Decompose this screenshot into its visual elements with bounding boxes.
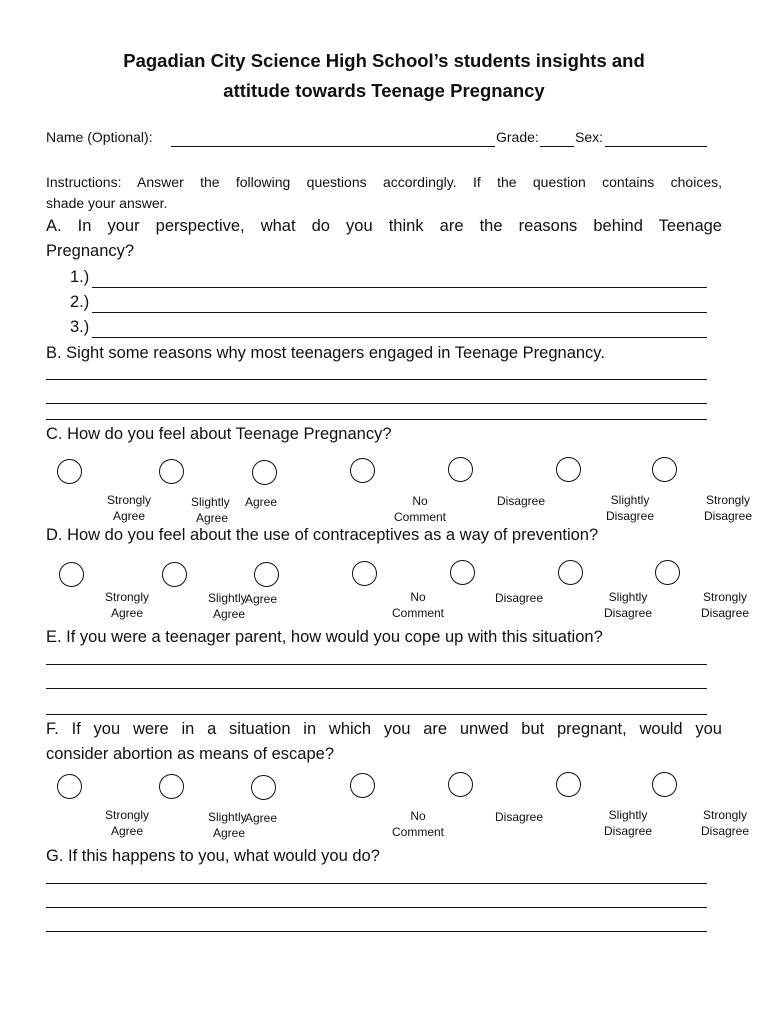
answer-b-line-3[interactable] [46,419,707,420]
option-d-strongly-agree[interactable] [59,562,84,587]
option-c-strongly-agree[interactable] [57,459,82,484]
answer-a-2-line[interactable] [92,312,707,313]
label-slightly-agree: Slightly Agree [208,591,247,621]
grade-label: Grade: [496,129,539,145]
question-a: A. In your perspective, what do you think are the reasons behind Teenage [46,217,722,235]
question-a-cont: Pregnancy? [46,242,135,260]
answer-a-2-label: 2.) [70,293,90,311]
answer-b-line-2[interactable] [46,403,707,404]
label-no-comment: No Comment [393,494,446,524]
answer-e-line-3[interactable] [46,714,707,715]
label-agree: Agree [245,495,278,509]
answer-b-line-1[interactable] [46,379,707,380]
sex-label: Sex: [575,129,604,145]
label-disagree: Disagree [494,591,544,605]
answer-g-line-2[interactable] [46,907,707,908]
label-strongly-disagree: Strongly Disagree [700,590,750,620]
option-c-slightly-disagree[interactable] [556,457,581,482]
label-disagree: Disagree [494,810,544,824]
instructions-line1: Instructions: Answer the following questions accordingly. If the question contains choices, [46,174,722,190]
label-strongly-agree: Strongly Agree [104,808,150,838]
option-d-disagree[interactable] [450,560,475,585]
option-d-slightly-agree[interactable] [162,562,187,587]
question-b: B. Sight some reasons why most teenagers engaged in Teenage Pregnancy. [46,344,605,362]
label-slightly-disagree: Slightly Disagree [603,808,653,838]
label-slightly-disagree: Slightly Disagree [605,493,655,523]
label-slightly-agree: Slightly Agree [191,495,230,525]
question-f: F. If you were in a situation in which you are unwed but pregnant, would you [46,720,722,738]
answer-a-3-label: 3.) [70,318,90,336]
option-c-agree[interactable] [252,460,277,485]
label-disagree: Disagree [496,494,546,508]
answer-a-1-label: 1.) [70,268,90,286]
label-agree: Agree [245,811,278,825]
option-f-no-comment[interactable] [350,773,375,798]
option-f-strongly-disagree[interactable] [652,772,677,797]
question-g: G. If this happens to you, what would you do? [46,847,380,865]
question-c: C. How do you feel about Teenage Pregnancy? [46,425,392,443]
option-f-agree[interactable] [251,775,276,800]
label-strongly-disagree: Strongly Disagree [700,808,750,838]
option-c-strongly-disagree[interactable] [652,457,677,482]
label-no-comment: No Comment [391,590,444,620]
option-f-slightly-agree[interactable] [159,774,184,799]
page-subtitle: attitude towards Teenage Pregnancy [223,80,545,101]
instructions-line2: shade your answer. [46,195,168,211]
answer-a-3-line[interactable] [92,337,707,338]
question-e: E. If you were a teenager parent, how would you cope up with this situation? [46,628,603,646]
answer-g-line-1[interactable] [46,883,707,884]
option-f-disagree[interactable] [448,772,473,797]
label-slightly-disagree: Slightly Disagree [603,590,653,620]
answer-e-line-2[interactable] [46,688,707,689]
option-d-slightly-disagree[interactable] [558,560,583,585]
option-f-slightly-disagree[interactable] [556,772,581,797]
option-d-agree[interactable] [254,562,279,587]
question-f-cont: consider abortion as means of escape? [46,745,335,763]
option-d-strongly-disagree[interactable] [655,560,680,585]
label-no-comment: No Comment [391,809,444,839]
label-strongly-disagree: Strongly Disagree [703,493,753,523]
option-c-slightly-agree[interactable] [159,459,184,484]
option-d-no-comment[interactable] [352,561,377,586]
answer-a-1-line[interactable] [92,287,707,288]
question-d: D. How do you feel about the use of contraceptives as a way of prevention? [46,526,599,544]
answer-e-line-1[interactable] [46,664,707,665]
grade-field[interactable] [540,146,574,147]
option-f-strongly-agree[interactable] [57,774,82,799]
option-c-disagree[interactable] [448,457,473,482]
label-strongly-agree: Strongly Agree [104,590,150,620]
name-label: Name (Optional): [46,129,153,145]
label-agree: Agree [245,592,278,606]
option-c-no-comment[interactable] [350,458,375,483]
label-slightly-agree: Slightly Agree [208,810,247,840]
answer-g-line-3[interactable] [46,931,707,932]
sex-field[interactable] [605,146,707,147]
page-title: Pagadian City Science High School’s students insights and [123,50,645,71]
name-field[interactable] [171,146,495,147]
label-strongly-agree: Strongly Agree [106,493,152,523]
